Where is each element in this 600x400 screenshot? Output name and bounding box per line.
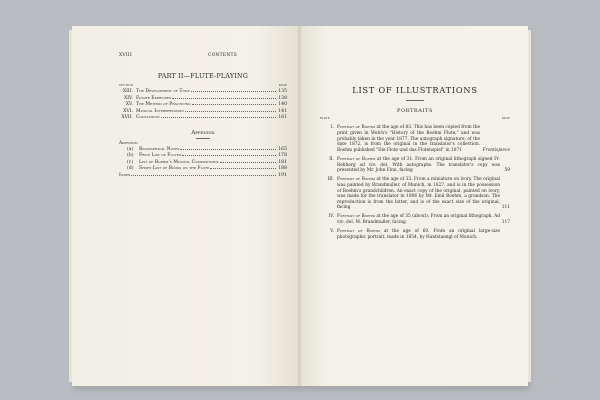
index-row [119, 173, 287, 179]
appendix-letter: (d) [127, 166, 134, 172]
entry-description [337, 214, 500, 225]
illustrations-page [320, 85, 510, 240]
entry-page: Frontispiece [482, 147, 510, 153]
entry-description [337, 229, 500, 240]
entry-page: 117 [501, 220, 510, 226]
toc-section-number: XIV. [123, 95, 133, 101]
entry-description [337, 177, 500, 211]
entry-page: 59 [504, 168, 510, 174]
toc-title: Finger Exercises [136, 95, 172, 101]
illustration-list [320, 125, 510, 240]
section-heading: PORTRAITS [397, 107, 433, 114]
contents-page [119, 53, 287, 179]
appendix-rule [196, 138, 210, 139]
appendix-list [119, 147, 287, 173]
page-label: XVIII [119, 53, 132, 58]
entry-page: 111 [501, 205, 510, 211]
column-heads [320, 116, 510, 122]
col-page-label: PAGE [501, 117, 510, 121]
entry-lead: Portrait of Boehm [337, 177, 376, 183]
illustration-entry [320, 229, 510, 240]
book-gutter [298, 26, 302, 386]
plate-number: I. [330, 125, 334, 131]
toc-section-number: XIII. [122, 89, 133, 94]
appendix-page: 178 [278, 153, 287, 159]
col-plate-label: PLATE [320, 117, 330, 121]
running-head [119, 53, 287, 59]
open-book [72, 26, 528, 386]
toc-row [119, 102, 287, 109]
toc-page: 135 [278, 89, 287, 94]
illustration-entry [320, 157, 510, 174]
toc-title: The Development of Tone [136, 89, 190, 94]
toc-row [119, 89, 287, 96]
leader-dots [191, 91, 276, 92]
right-page [300, 26, 528, 386]
appendix-label: Appendix: [119, 140, 139, 146]
toc-section-number: XVII. [121, 115, 133, 121]
illustration-entry [320, 214, 510, 225]
plate-number: III. [327, 177, 334, 183]
toc-row [119, 115, 287, 122]
part-title: PART II—FLUTE-PLAYING [157, 72, 249, 80]
appendix-title: Appendix [191, 129, 215, 136]
entry-text: at the age of 33. From a miniature on ivory. The original was painted by Brandmuller, of Munich, in 1827, and is in the possession of Boehm's grandchildren. An exact copy of the original, painted on ivory, was made for the translator in 1906 by Mr. Emil Boehm, a grandson. The reproduction is from the latter, and is of the exact size of the original, facing [337, 177, 501, 211]
toc-list [119, 89, 287, 122]
toc-title: Musical Interpretation [136, 108, 184, 114]
entry-lead: Portrait of Boehm [337, 229, 380, 235]
leader-dots [180, 149, 276, 150]
entry-text: at the age of 83. This has been copied from the print given in Welch's "History of the Boehm Flute," and was probably taken in the year 1877. The autograph signature, of the date 1872, is from the original in the translator's collection. Boehm published "Die Flote und das Flotenspiel" in 1871 [337, 125, 481, 153]
leader-dots [161, 117, 276, 118]
title-rule [406, 100, 424, 101]
toc-section-number: XV. [125, 102, 133, 108]
appendix-letter: (c) [127, 159, 134, 165]
appendix-letter: (a) [127, 146, 134, 152]
page-title: LIST OF ILLUSTRATIONS [352, 85, 478, 95]
illustration-entry [320, 125, 510, 153]
left-page [72, 26, 300, 386]
toc-page: 140 [278, 102, 287, 108]
entry-lead: Portrait of Boehm [337, 214, 375, 220]
appendix-title-text: List of Boehm's Musical Compositions [139, 159, 219, 165]
toc-page: 141 [278, 108, 287, 114]
leader-dots [182, 155, 276, 156]
toc-page: 138 [278, 95, 287, 101]
illustration-entry [320, 177, 510, 211]
appendix-page: 181 [278, 159, 287, 165]
appendix-title-text: Short List of Books on the Flute [139, 166, 210, 172]
col-section-label: SECTION [119, 84, 134, 87]
leader-dots [192, 104, 276, 105]
appendix-page: 188 [278, 166, 287, 172]
appendix-title-text: Biographical Notes [139, 146, 180, 152]
plate-number: II. [329, 156, 334, 162]
plate-number: IV. [328, 214, 334, 220]
entry-lead: Portrait of Boehm [337, 125, 376, 131]
entry-text: at the age of 60. From an original large-size photographic portrait, made in 1854, by Hanfstaengl of Munich. [337, 229, 500, 240]
col-page-label: PAGE [278, 84, 287, 87]
entry-description [337, 125, 480, 153]
running-title: CONTENTS [207, 53, 238, 58]
appendix-letter: (b) [127, 153, 134, 159]
index-page: 191 [278, 172, 287, 178]
entry-description [337, 157, 500, 174]
entry-text: at the age of 31. From an original lithograph signed Fr. Rehberg ad viv: del. With autographs. The translator's copy was presented by Mr. John Finn, facing [337, 156, 500, 174]
leader-dots [172, 98, 276, 99]
toc-title: The Method of Practicing [136, 102, 191, 108]
leader-dots [131, 175, 276, 176]
plate-number: V. [330, 229, 334, 235]
right-page-edge [528, 30, 531, 382]
toc-title: Conclusion [136, 115, 160, 121]
toc-page: 161 [278, 115, 287, 121]
index-label: Index [119, 172, 131, 178]
leader-dots [220, 162, 276, 163]
leader-dots [210, 168, 276, 169]
entry-lead: Portrait of Boehm [337, 156, 376, 162]
toc-section-number: XVI. [123, 108, 133, 114]
appendix-title-text: Price List of Flutes [139, 153, 182, 159]
leader-dots [185, 111, 276, 112]
appendix-page: 165 [278, 146, 287, 152]
entry-text: at the age of 35 (about). From an original lithograph, Ad viv: del. M. Brandmuller, facing [337, 214, 501, 226]
